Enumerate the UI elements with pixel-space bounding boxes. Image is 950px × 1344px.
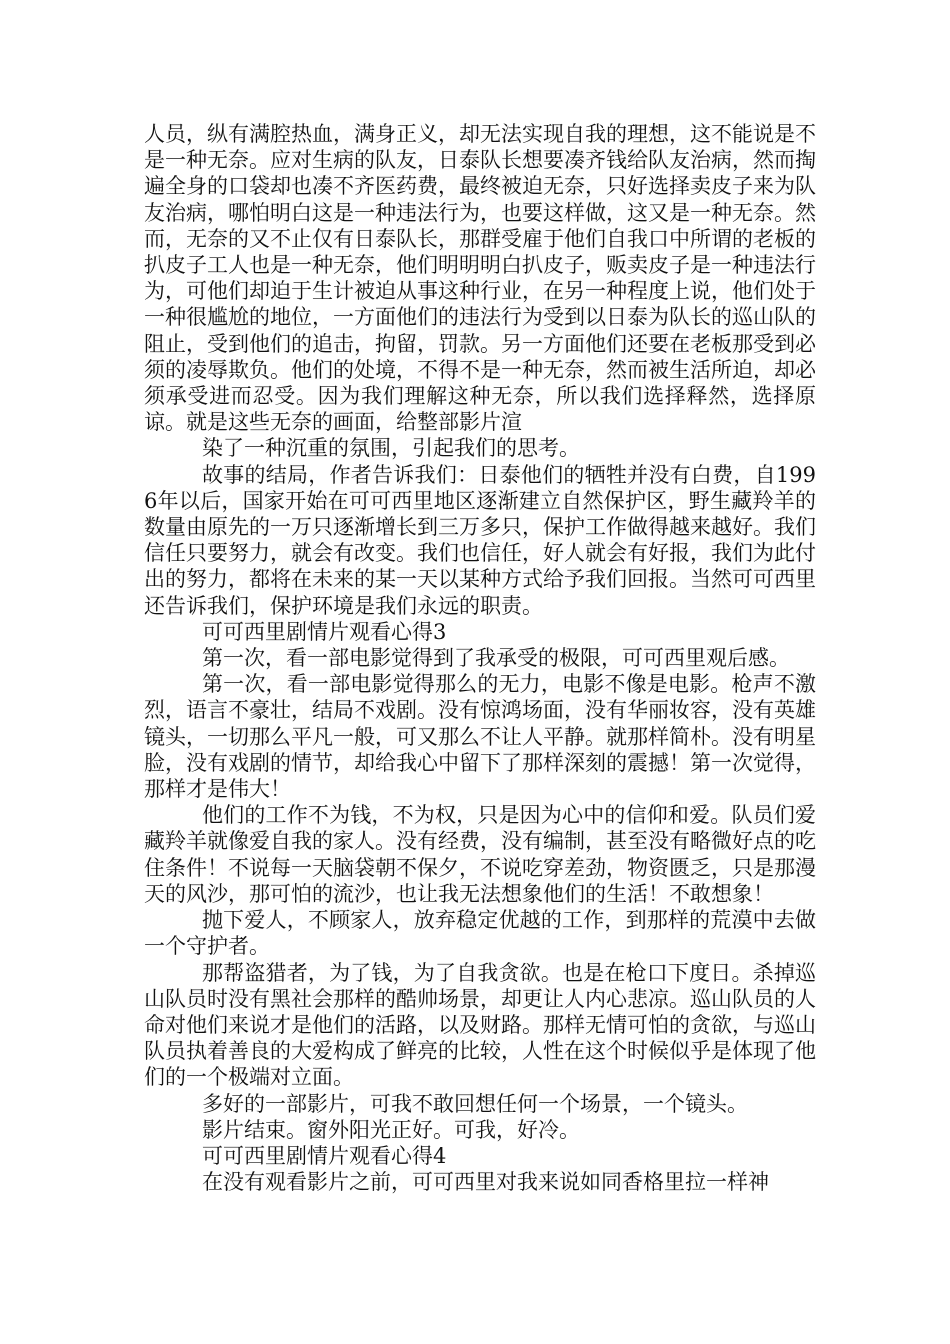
document-body bbox=[144, 121, 816, 1195]
paragraph: 那帮盗猎者，为了钱，为了自我贪欲。也是在枪口下度日。杀掉巡山队员时没有黑社会那样的酷帅场景，却更让人内心悲凉。巡山队员的人命对他们来说才是他们的活路，以及财路。那样无情可怕的贪欲，与巡山队员执着善良的大爱构成了鲜亮的比较，人性在这个时候似乎是体现了他们的一个极端对立面。 bbox=[144, 960, 816, 1090]
section-heading: 可可西里剧情片观看心得4 bbox=[202, 1143, 447, 1168]
paragraph: 抛下爱人，不顾家人，放弃稳定优越的工作，到那样的荒漠中去做一个守护者。 bbox=[144, 908, 816, 959]
paragraph: 多好的一部影片，可我不敢回想任何一个场景，一个镜头。 bbox=[202, 1091, 748, 1116]
paragraph: 故事的结局，作者告诉我们：日泰他们的牺牲并没有白费，自1996年以后，国家开始在可可西里地区逐渐建立自然保护区，野生藏羚羊的数量由原先的一万只逐渐增长到三万多只，保护工作做得越来越好。我们信任只要努力，就会有改变。我们也信任，好人就会有好报，我们为此付出的努力，都将在未来的某一天以某种方式给予我们回报。当然可可西里还告诉我们，保护环境是我们永远的职责。 bbox=[144, 462, 816, 618]
section-heading: 可可西里剧情片观看心得3 bbox=[202, 619, 447, 644]
paragraph-continuation: 人员，纵有满腔热血，满身正义，却无法实现自我的理想，这不能说是不是一种无奈。应对生病的队友，日泰队长想要凑齐钱给队友治病，然而掏遍全身的口袋却也凑不齐医药费，最终被迫无奈，只好选择卖皮子来为队友治病，哪怕明白这是一种违法行为，也要这样做，这又是一种无奈。然而，无奈的又不止仅有日泰队长，那群受雇于他们自我口中所谓的老板的扒皮子工人也是一种无奈，他们明明明白扒皮子，贩卖皮子是一种违法行为，可他们却迫于生计被迫从事这种行业，在另一种程度上说，他们处于一种很尴尬的地位，一方面他们的违法行为受到以日泰为队长的巡山队的阻止，受到他们的追击，拘留，罚款。另一方面他们还要在老板那受到必须的凌辱欺负。他们的处境，不得不是一种无奈，然而被生活所迫，却必须承受进而忍受。因为我们理解这种无奈，所以我们选择释然，选择原谅。就是这些无奈的画面，给整部影片渲 bbox=[144, 122, 816, 435]
paragraph: 染了一种沉重的氛围，引起我们的思考。 bbox=[202, 436, 580, 461]
paragraph: 影片结束。窗外阳光正好。可我，好冷。 bbox=[202, 1117, 580, 1142]
paragraph: 第一次，看一部电影觉得那么的无力，电影不像是电影。枪声不激烈，语言不豪壮，结局不戏剧。没有惊鸿场面，没有华丽妆容，没有英雄镜头，一切那么平凡一般，可又那么不让人平静。就那样简朴。没有明星脸，没有戏剧的情节，却给我心中留下了那样深刻的震撼！第一次觉得，那样才是伟大！ bbox=[144, 672, 816, 802]
paragraph: 他们的工作不为钱，不为权，只是因为心中的信仰和爱。队员们爱藏羚羊就像爱自我的家人。没有经费，没有编制，甚至没有略微好点的吃住条件！不说每一天脑袋朝不保夕，不说吃穿差劲，物资匮乏，只是那漫天的风沙，那可怕的流沙，也让我无法想象他们的生活！不敢想象！ bbox=[144, 803, 816, 906]
paragraph: 第一次，看一部电影觉得到了我承受的极限，可可西里观后感。 bbox=[202, 646, 790, 671]
paragraph: 在没有观看影片之前，可可西里对我来说如同香格里拉一样神 bbox=[202, 1170, 769, 1195]
